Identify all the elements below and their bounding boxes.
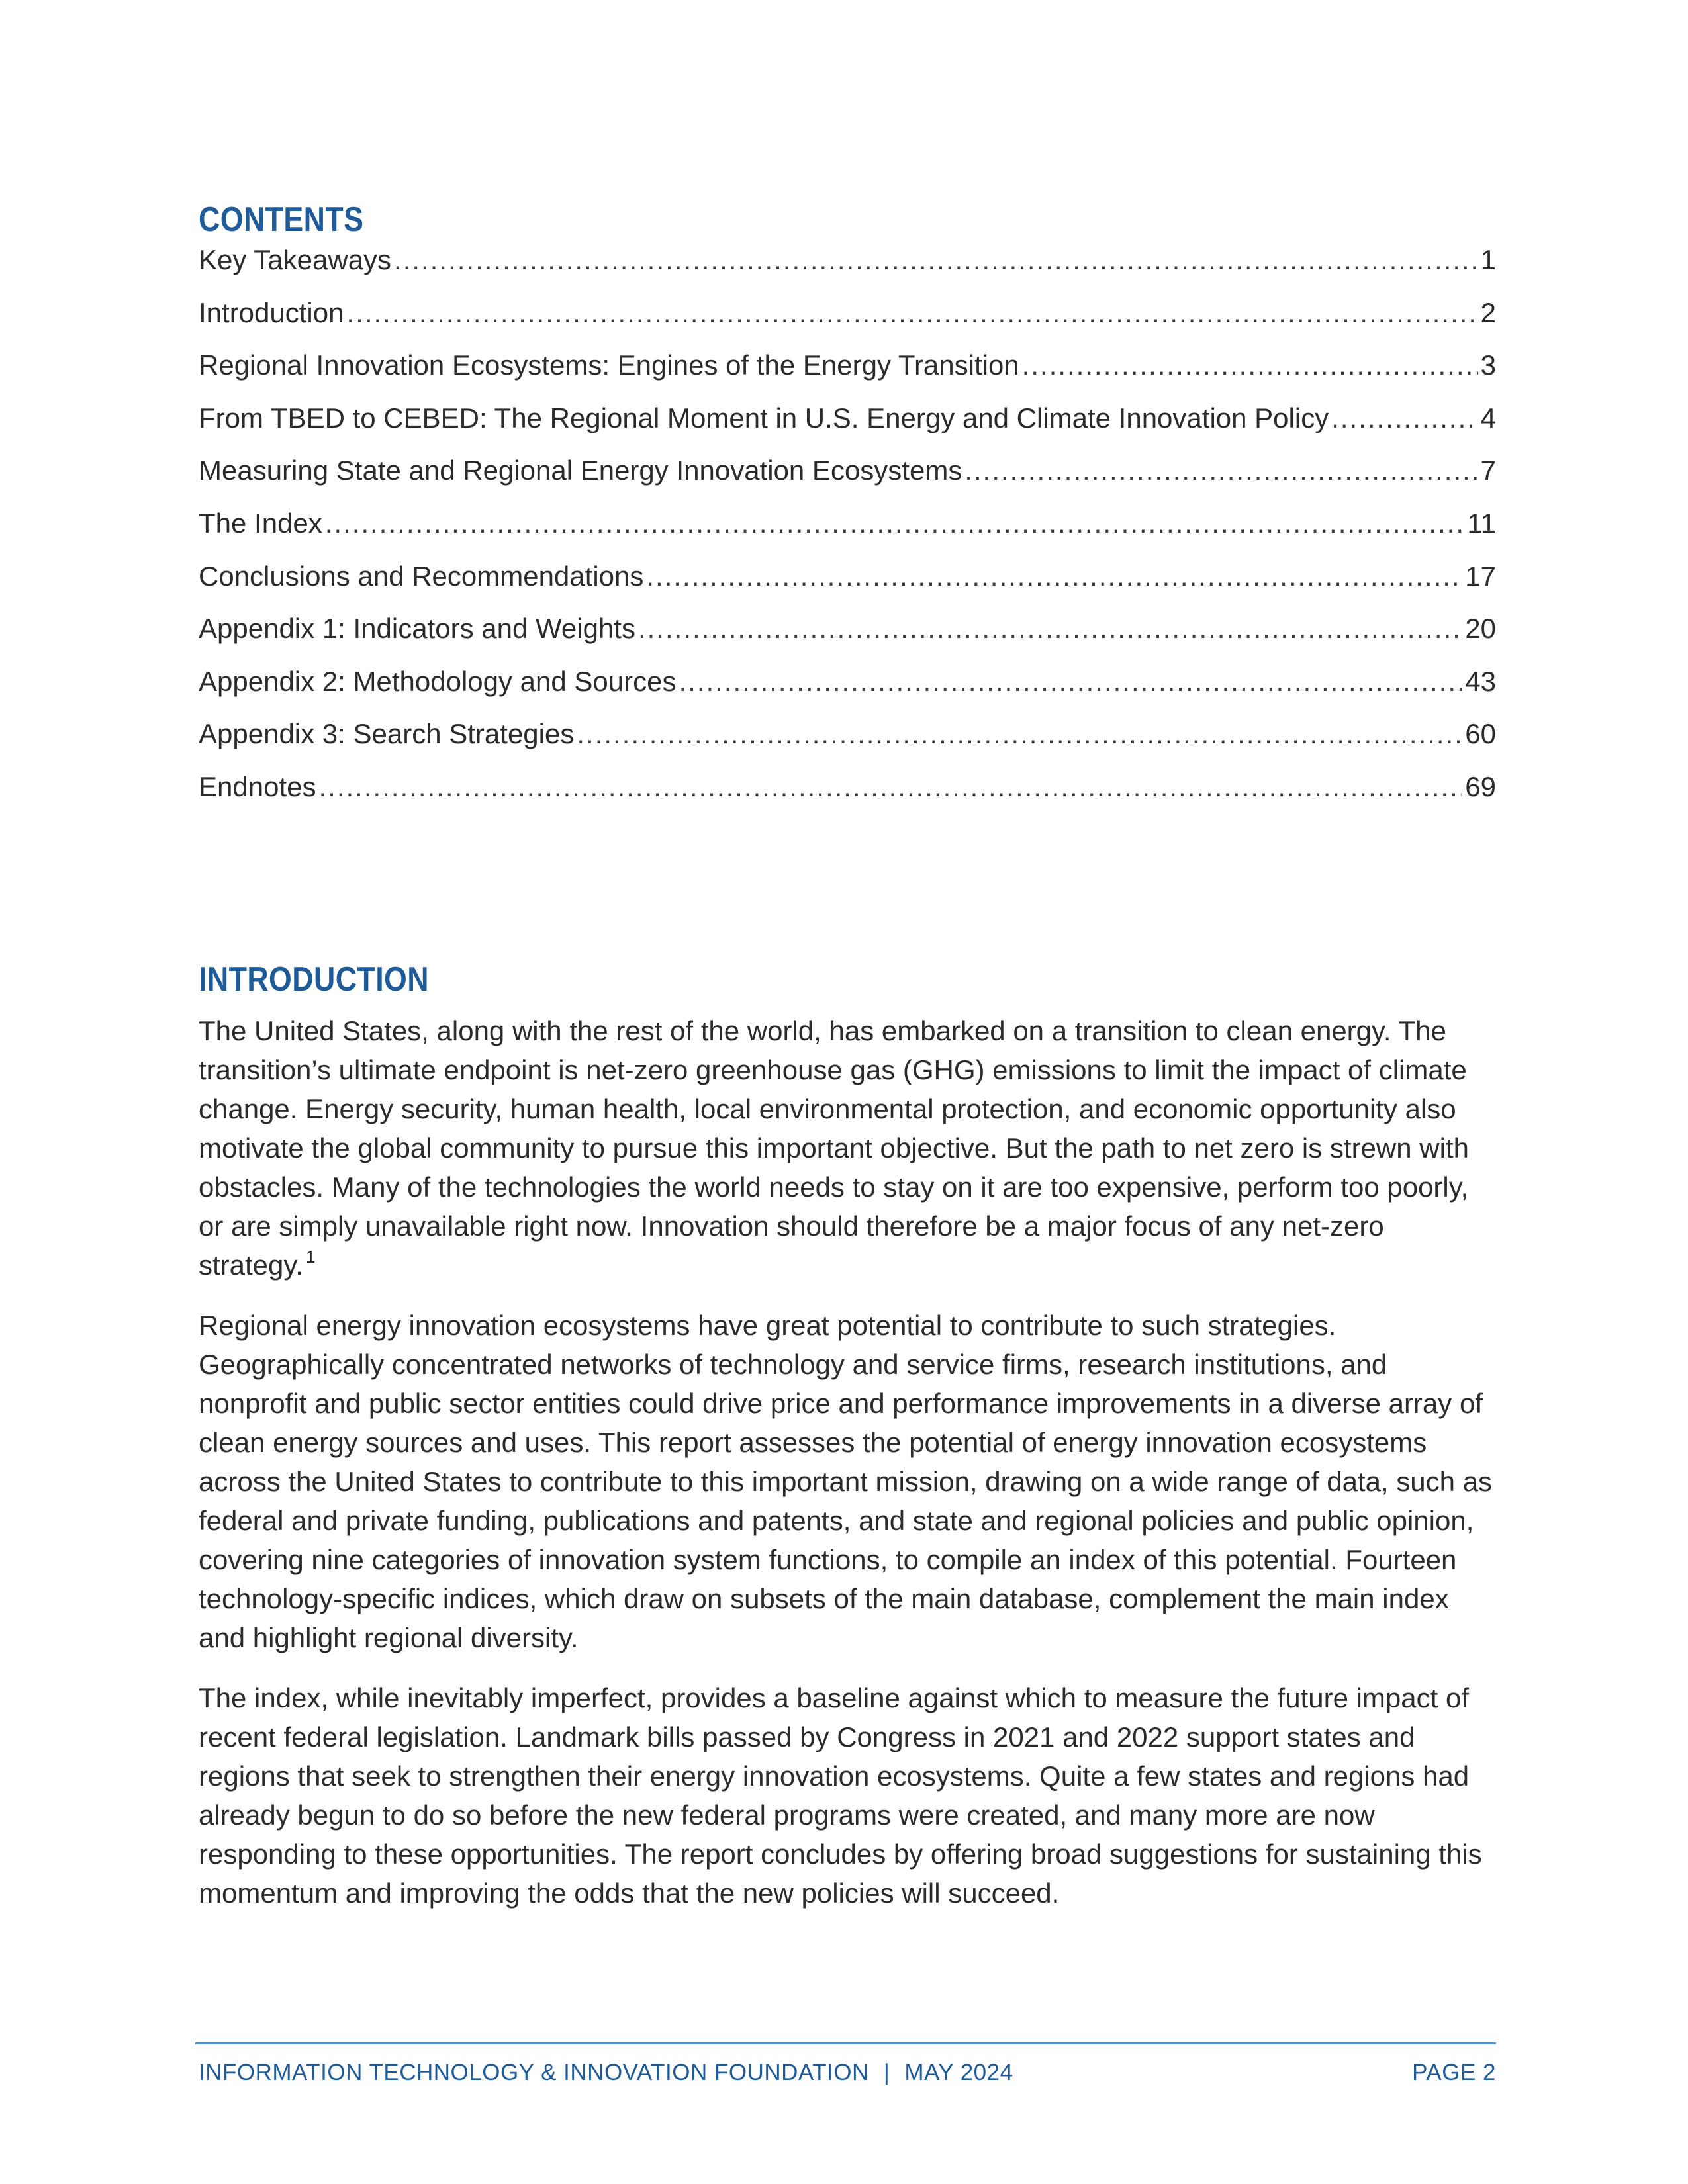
footer-divider — [195, 2042, 1496, 2044]
toc-entry-title[interactable]: Introduction — [199, 296, 344, 328]
toc-entry[interactable] — [199, 560, 1496, 615]
toc-entry-page: 20 — [1465, 613, 1496, 645]
toc-leader-dots — [1331, 404, 1477, 432]
footer-organization: INFORMATION TECHNOLOGY & INNOVATION FOUNDATION — [199, 2060, 869, 2085]
toc-entry[interactable] — [199, 665, 1496, 721]
toc-leader-dots — [318, 773, 1462, 801]
toc-leader-dots — [638, 615, 1462, 643]
toc-entry[interactable] — [199, 770, 1496, 826]
toc-entry-page: 11 — [1467, 507, 1496, 539]
toc-entry-title[interactable]: Measuring State and Regional Energy Innovation Ecosystems — [199, 455, 962, 486]
toc-entry-title[interactable]: The Index — [199, 507, 322, 539]
toc-entry[interactable] — [199, 351, 1496, 404]
toc-leader-dots — [964, 457, 1477, 484]
toc-entry-title[interactable]: Appendix 2: Methodology and Sources — [199, 665, 677, 697]
introduction-paragraph — [199, 1011, 1496, 1285]
toc-entry[interactable] — [199, 507, 1496, 563]
toc-entry-page: 2 — [1480, 296, 1496, 328]
footnote-reference[interactable]: 1 — [305, 1247, 316, 1267]
toc-entry-title[interactable]: Key Takeaways — [199, 244, 392, 275]
toc-entry[interactable] — [199, 457, 1496, 510]
toc-entry-title[interactable]: Appendix 1: Indicators and Weights — [199, 613, 635, 645]
toc-entry[interactable] — [199, 720, 1496, 773]
toc-entry-title[interactable]: Endnotes — [199, 770, 316, 802]
introduction-body — [199, 1011, 1496, 1934]
toc-entry[interactable] — [199, 615, 1496, 668]
toc-entry[interactable] — [199, 296, 1496, 352]
toc-entry-title[interactable]: From TBED to CEBED: The Regional Moment in U.S. Energy and Climate Innovation Policy — [199, 402, 1329, 433]
toc-leader-dots — [346, 299, 1477, 327]
footer-left — [199, 2060, 1013, 2086]
toc-entry-page: 17 — [1465, 560, 1496, 592]
toc-leader-dots — [646, 563, 1462, 590]
toc-leader-dots — [1022, 351, 1478, 379]
introduction-paragraph: Regional energy innovation ecosystems have great potential to contribute to such strategies. Geographically concentrated networks of technology and service firms, research institutions, and nonprofit and public sector entities could drive price and performance improvements in a diverse array of clean energy sources and uses. This report assesses the potential of energy innovation ecosystems across the United States to contribute to this important mission, drawing on a wide range of data, such as federal and private funding, publications and patents, and state and regional policies and public opinion, covering nine categories of innovation system functions, to compile an index of this potential. Fourteen technology-specific indices, which draw on subsets of the main database, complement the main index and highlight regional diversity. — [199, 1310, 1493, 1653]
footer-separator: | — [883, 2060, 890, 2085]
toc-entry-page: 4 — [1480, 402, 1496, 433]
toc-entry-page: 60 — [1465, 718, 1496, 750]
introduction-paragraph: The index, while inevitably imperfect, provides a baseline against which to measure the future impact of recent federal legislation. Landmark bills passed by Congress in 2021 and 2022 support states and regions that seek to strengthen their energy innovation ecosystems. Quite a few states and regions had already begun to do so before the new federal programs were created, and many more are now responding to these opportunities. The report concludes by offering broad suggestions for sustaining this momentum and improving the odds that the new policies will succeed. — [199, 1682, 1482, 1909]
toc-entry[interactable] — [199, 404, 1496, 457]
footer-page-number: PAGE 2 — [1412, 2060, 1496, 2085]
footer-date: MAY 2024 — [904, 2060, 1013, 2085]
toc-entry-page: 1 — [1480, 244, 1496, 275]
paragraph-text: The United States, along with the rest of the world, has embarked on a transition to clean energy. The transition’s ultimate endpoint is net-zero greenhouse gas (GHG) emissions to limit the impact of climate change. Energy security, human health, local environmental protection, and economic opportunity also motivate the global community to pursue this important objective. But the path to net zero is strewn with obstacles. Many of the technologies the world needs to stay on it are too expensive, perform too poorly, or are simply unavailable right now. Innovation should therefore be a major focus of any net-zero strategy. — [199, 1015, 1469, 1281]
toc-leader-dots — [679, 668, 1463, 696]
toc-entry-page: 69 — [1465, 770, 1496, 802]
toc-entry-title[interactable]: Regional Innovation Ecosystems: Engines of the Energy Transition — [199, 349, 1019, 381]
toc-leader-dots — [394, 246, 1478, 274]
toc-entry-page: 7 — [1480, 455, 1496, 486]
contents-heading: CONTENTS — [199, 201, 364, 239]
page-footer — [199, 2060, 1496, 2086]
toc-entry-page: 43 — [1465, 665, 1496, 697]
toc-leader-dots — [325, 510, 1465, 537]
toc-entry-page: 3 — [1480, 349, 1496, 381]
toc-entry-title[interactable]: Appendix 3: Search Strategies — [199, 718, 575, 750]
toc-entry[interactable] — [199, 246, 1496, 299]
toc-leader-dots — [577, 720, 1462, 748]
introduction-heading: INTRODUCTION — [199, 960, 429, 999]
toc-entry-title[interactable]: Conclusions and Recommendations — [199, 560, 644, 592]
table-of-contents — [199, 246, 1496, 826]
